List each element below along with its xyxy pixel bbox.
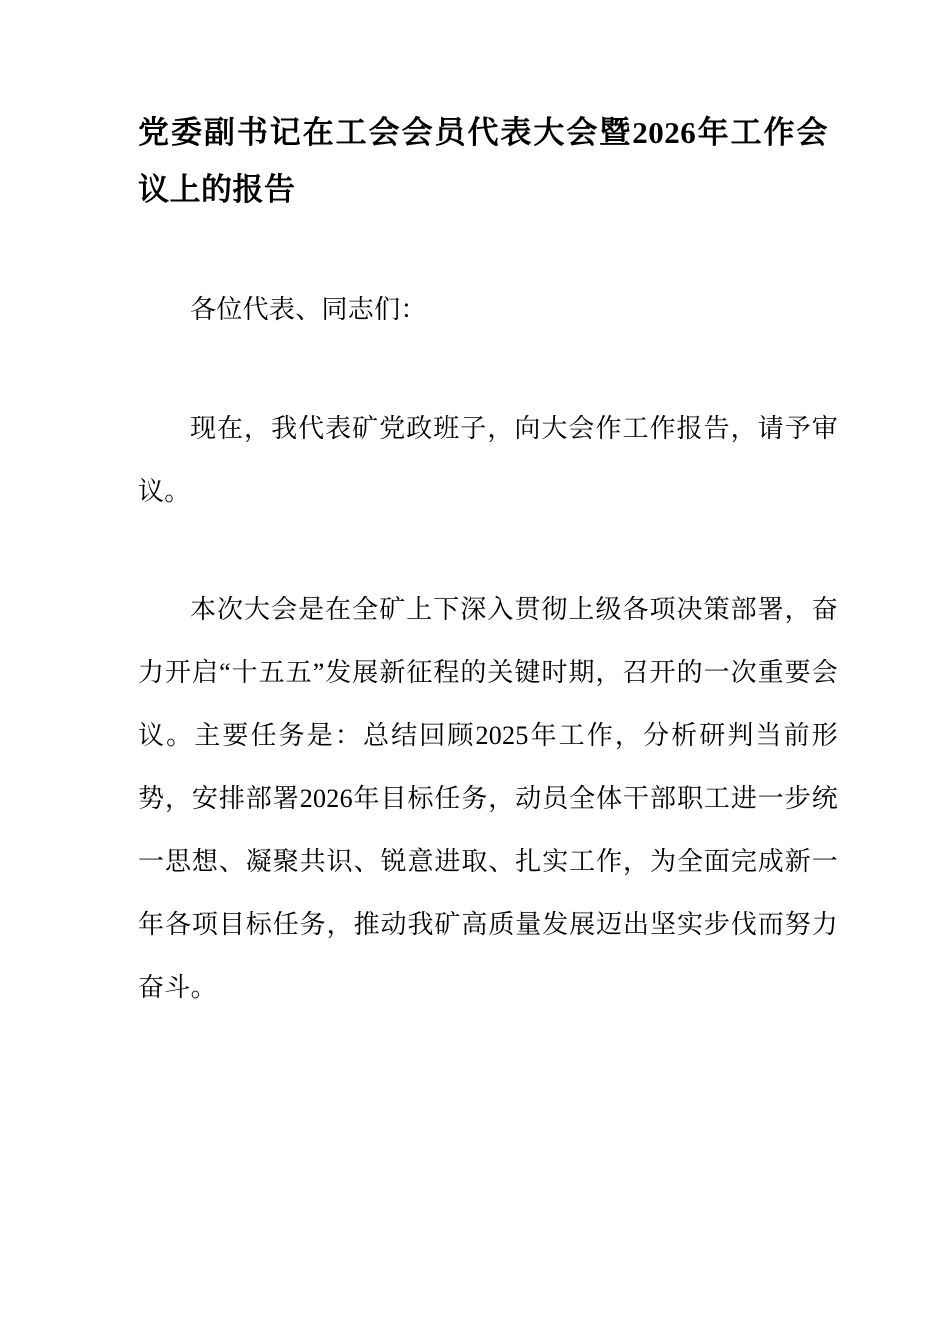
- page-title: 党委副书记在工会会员代表大会暨2026年工作会议上的报告: [138, 115, 828, 208]
- title-body-spacer: [138, 237, 838, 279]
- intro-paragraph: 现在，我代表矿党政班子，向大会作工作报告，请予审议。: [138, 413, 838, 506]
- meeting-purpose-paragraph: 本次大会是在全矿上下深入贯彻上级各项决策部署，奋力开启“十五五”发展新征程的关键时期，召开的一次重要会议。主要任务是：总结回顾2025年工作，分析研判当前形势，安排部署2026年目标任务，动员全体干部职工进一步统一思想、凝聚共识、锐意进取、扎实工作，为全面完成新一年各项目标任务，推动我矿高质量发展迈出坚实步伐而努力奋斗。: [138, 595, 838, 1002]
- document-body: [138, 237, 838, 1020]
- paragraph-spacer-1: [138, 342, 838, 398]
- salutation-paragraph: 各位代表、同志们：: [190, 294, 427, 324]
- paragraph-spacer-2: [138, 523, 838, 579]
